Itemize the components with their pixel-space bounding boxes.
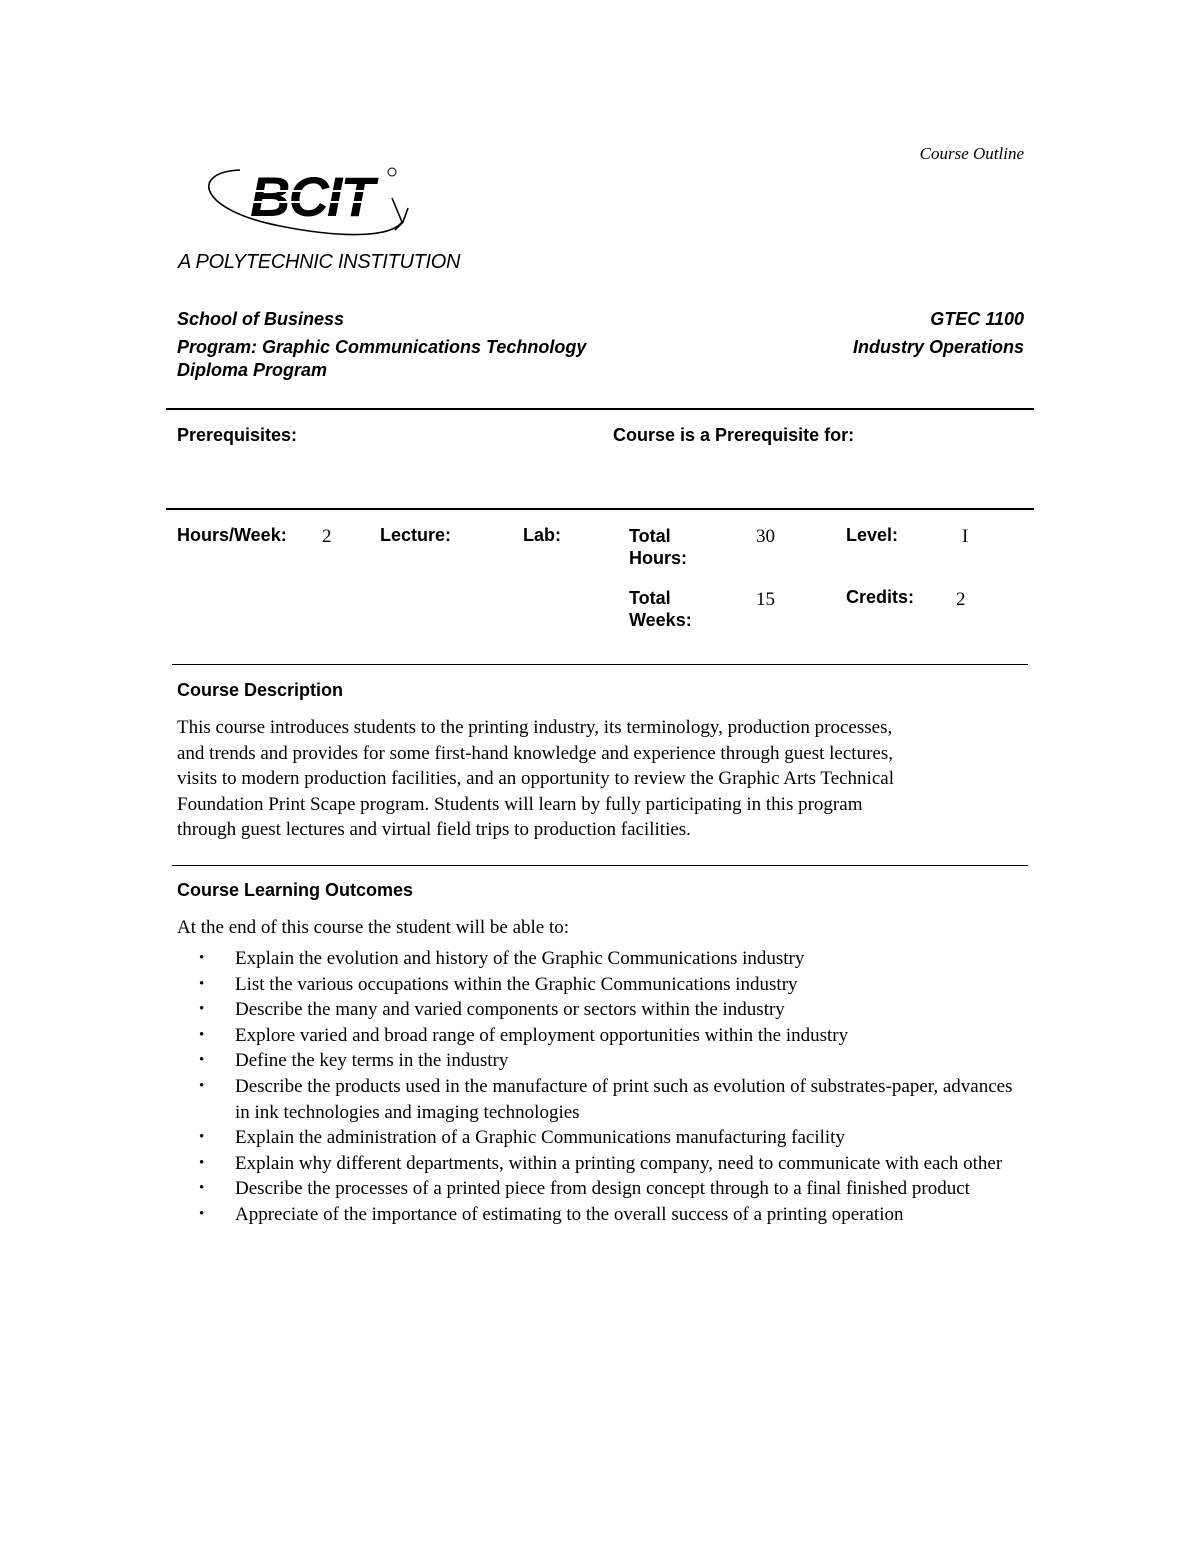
bullet-icon: • xyxy=(199,1052,205,1069)
outcome-text: Describe the processes of a printed piece from design concept through to a final finished product xyxy=(235,1178,970,1200)
outcome-text: List the various occupations within the Graphic Communications industry xyxy=(235,973,798,995)
course-description-title: Course Description xyxy=(177,680,344,700)
total-hours-label-line2: Hours: xyxy=(629,548,687,568)
school-name: School of Business xyxy=(177,309,345,329)
course-code: GTEC 1100 xyxy=(930,309,1024,329)
program-name: Program: Graphic Communications Technology xyxy=(177,337,587,357)
outcome-text: Appreciate of the importance of estimating to the overall success of a printing operation xyxy=(235,1203,904,1225)
outcome-item xyxy=(177,1151,1027,1177)
outcome-item xyxy=(177,1023,1027,1049)
outcome-text: Explore varied and broad range of employment opportunities within the industry xyxy=(235,1024,849,1046)
outcome-item xyxy=(177,997,1027,1023)
lecture-label: Lecture: xyxy=(380,525,452,545)
course-description-text xyxy=(177,715,1037,843)
bullet-icon: • xyxy=(199,1077,205,1094)
outcome-item xyxy=(177,1202,1027,1228)
logo-tagline: A POLYTECHNIC INSTITUTION xyxy=(178,251,461,273)
program-type: Diploma Program xyxy=(177,360,328,380)
total-weeks-value: 15 xyxy=(756,589,775,610)
outcome-text: Define the key terms in the industry xyxy=(235,1050,509,1072)
description-line: and trends and provides for some first-hand knowledge and experience through guest lectures, xyxy=(177,742,893,764)
total-hours-label xyxy=(629,525,687,569)
bullet-icon: • xyxy=(199,1154,205,1171)
total-weeks-label-line1: Total xyxy=(629,588,671,608)
hours-week-value: 2 xyxy=(322,526,332,547)
learning-outcomes-intro: At the end of this course the student will be able to: xyxy=(177,917,570,938)
bcit-logo-wordmark: BCIT xyxy=(250,165,373,228)
description-line: through guest lectures and virtual field trips to production facilities. xyxy=(177,819,691,841)
total-weeks-label xyxy=(629,587,692,631)
bullet-icon: • xyxy=(199,950,205,966)
prerequisite-for-label: Course is a Prerequisite for: xyxy=(613,425,855,445)
bullet-icon: • xyxy=(199,1205,205,1222)
outcome-text: Describe the products used in the manufacture of print such as evolution of substrates-paper, advances in ink technologies and imaging technologies xyxy=(235,1075,1013,1123)
credits-label: Credits: xyxy=(846,587,915,607)
bullet-icon: • xyxy=(199,1180,205,1197)
header-divider xyxy=(166,408,1034,410)
course-title: Industry Operations xyxy=(852,337,1024,357)
level-value: I xyxy=(962,526,969,547)
lab-label: Lab: xyxy=(523,525,561,545)
description-divider xyxy=(172,865,1028,866)
description-line: visits to modern production facilities, and an opportunity to review the Graphic Arts Technical xyxy=(177,768,894,790)
prereq-divider xyxy=(166,508,1034,510)
total-hours-label-line1: Total xyxy=(629,526,671,546)
outcome-item xyxy=(177,972,1027,998)
prerequisites-label: Prerequisites: xyxy=(177,425,298,445)
outcome-item xyxy=(177,946,1027,972)
outcome-text: Explain why different departments, within a printing company, need to communicate with each other xyxy=(235,1152,1003,1174)
hours-week-label: Hours/Week: xyxy=(177,525,287,545)
bullet-icon: • xyxy=(199,975,205,992)
outcome-text: Explain the evolution and history of the Graphic Communications industry xyxy=(235,948,805,969)
bullet-icon: • xyxy=(199,1129,205,1146)
outcome-item xyxy=(177,1125,1027,1151)
learning-outcomes-title: Course Learning Outcomes xyxy=(177,880,414,900)
description-line: This course introduces students to the printing industry, its terminology, production processes, xyxy=(177,717,893,738)
learning-outcomes-list xyxy=(177,946,1027,1228)
total-hours-value: 30 xyxy=(756,526,775,547)
bullet-icon: • xyxy=(199,1026,205,1043)
outcome-text: Explain the administration of a Graphic Communications manufacturing facility xyxy=(235,1127,845,1149)
total-weeks-label-line2: Weeks: xyxy=(629,610,692,630)
outcome-item xyxy=(177,1048,1027,1074)
document-type-label: Course Outline xyxy=(919,144,1024,163)
level-label: Level: xyxy=(846,525,899,545)
hours-divider xyxy=(172,664,1028,665)
description-line: Foundation Print Scape program. Students will learn by fully participating in this program xyxy=(177,793,863,815)
bullet-icon: • xyxy=(199,1001,205,1018)
outcome-text: Describe the many and varied components or sectors within the industry xyxy=(235,999,785,1021)
credits-value: 2 xyxy=(956,589,966,610)
outcome-item xyxy=(177,1074,1027,1125)
outcome-item xyxy=(177,1176,1027,1202)
